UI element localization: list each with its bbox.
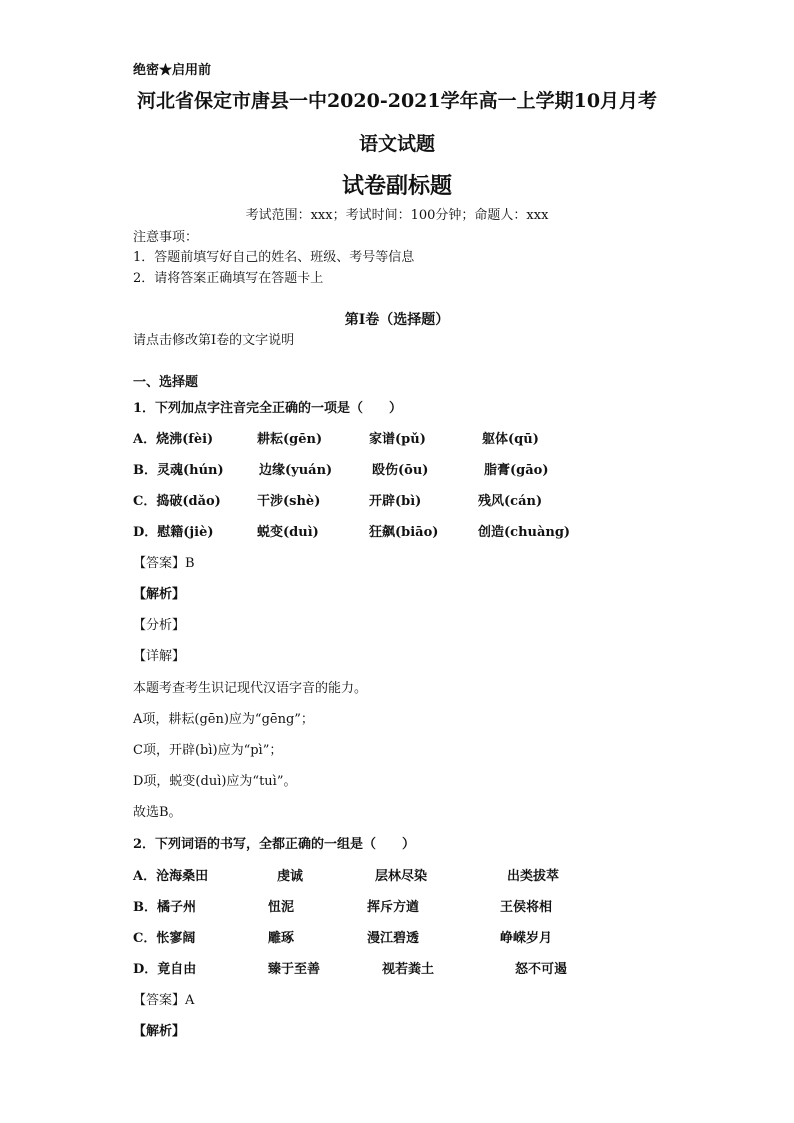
option-cell: 蜕变(duì) xyxy=(257,525,319,540)
option-cell: A．沧海桑田 xyxy=(133,869,209,884)
part1-title: 第I卷（选择题） xyxy=(344,312,450,328)
exam-meta: 考试范围：xxx；考试时间：100分钟；命题人：xxx xyxy=(245,208,549,223)
option-cell: 开辟(bì) xyxy=(369,494,422,509)
option-cell: D．慰籍(jiè) xyxy=(133,525,214,540)
option-cell: 脂膏(gāo) xyxy=(484,463,549,478)
option-cell: 峥嵘岁月 xyxy=(500,931,553,946)
answer-label: 【答案】A xyxy=(133,993,195,1008)
option-cell: 残风(cán) xyxy=(478,494,543,509)
option-cell: 层林尽染 xyxy=(375,869,428,884)
option-cell: 雕琢 xyxy=(268,931,295,946)
option-cell: 出类拔萃 xyxy=(507,869,560,884)
answer-label: 【答案】B xyxy=(133,556,195,571)
exam-subject: 语文试题 xyxy=(358,133,435,155)
option-cell: B．灵魂(hún) xyxy=(133,463,224,478)
part1-desc: 请点击修改第I卷的文字说明 xyxy=(133,333,295,348)
explanation-line: 本题考查考生识记现代汉语字音的能力。 xyxy=(133,681,368,696)
exam-subtitle: 试卷副标题 xyxy=(341,173,452,199)
option-cell: 忸泥 xyxy=(268,900,295,915)
option-cell: C．怅寥阔 xyxy=(133,931,196,946)
option-cell: 边缘(yuán) xyxy=(259,463,333,478)
option-cell: 王侯将相 xyxy=(500,900,553,915)
option-cell: 躯体(qū) xyxy=(482,432,539,447)
option-cell: B．橘子州 xyxy=(133,900,196,915)
option-cell: 家谱(pǔ) xyxy=(369,432,426,447)
question-stem: 2．下列词语的书写，全都正确的一组是（ ） xyxy=(133,837,416,852)
notice-heading: 注意事项： xyxy=(133,230,199,245)
question-stem: 1．下列加点字注音完全正确的一项是（ ） xyxy=(133,401,403,416)
option-cell: 创造(chuàng) xyxy=(478,525,571,540)
analysis-label: 【解析】 xyxy=(133,1024,186,1039)
option-cell: 臻于至善 xyxy=(268,962,321,977)
option-cell: 漫江碧透 xyxy=(367,931,420,946)
option-cell: A．烧沸(fèi) xyxy=(133,432,214,447)
option-cell: D．竟自由 xyxy=(133,962,197,977)
option-cell: 挥斥方遒 xyxy=(367,900,420,915)
explanation-line: 故选B。 xyxy=(133,805,182,820)
detail-label: 【详解】 xyxy=(133,649,186,664)
explanation-line: C项，开辟(bì)应为“pì”； xyxy=(133,743,283,758)
notice-item: 1．答题前填写好自己的姓名、班级、考号等信息 xyxy=(133,250,415,265)
explanation-line: A项，耕耘(gēn)应为“gēng”； xyxy=(133,712,314,727)
option-cell: C．捣破(dǎo) xyxy=(133,494,221,509)
fenxi-label: 【分析】 xyxy=(133,618,186,633)
notice-item: 2．请将答案正确填写在答题卡上 xyxy=(133,271,324,286)
option-cell: 狂飙(biāo) xyxy=(369,525,439,540)
option-cell: 耕耘(gēn) xyxy=(257,432,323,447)
section-title: 一、选择题 xyxy=(133,375,199,390)
secret-mark: 绝密★启用前 xyxy=(133,63,212,78)
analysis-label: 【解析】 xyxy=(133,587,186,602)
exam-title: 河北省保定市唐县一中2020-2021学年高一上学期10月月考 xyxy=(136,90,658,112)
option-cell: 视若粪土 xyxy=(382,962,435,977)
option-cell: 干涉(shè) xyxy=(257,494,321,509)
explanation-line: D项，蜕变(duì)应为“tuì”。 xyxy=(133,774,297,789)
option-cell: 虔诚 xyxy=(277,869,304,884)
option-cell: 怒不可遏 xyxy=(515,962,568,977)
option-cell: 殴伤(ōu) xyxy=(372,463,429,478)
